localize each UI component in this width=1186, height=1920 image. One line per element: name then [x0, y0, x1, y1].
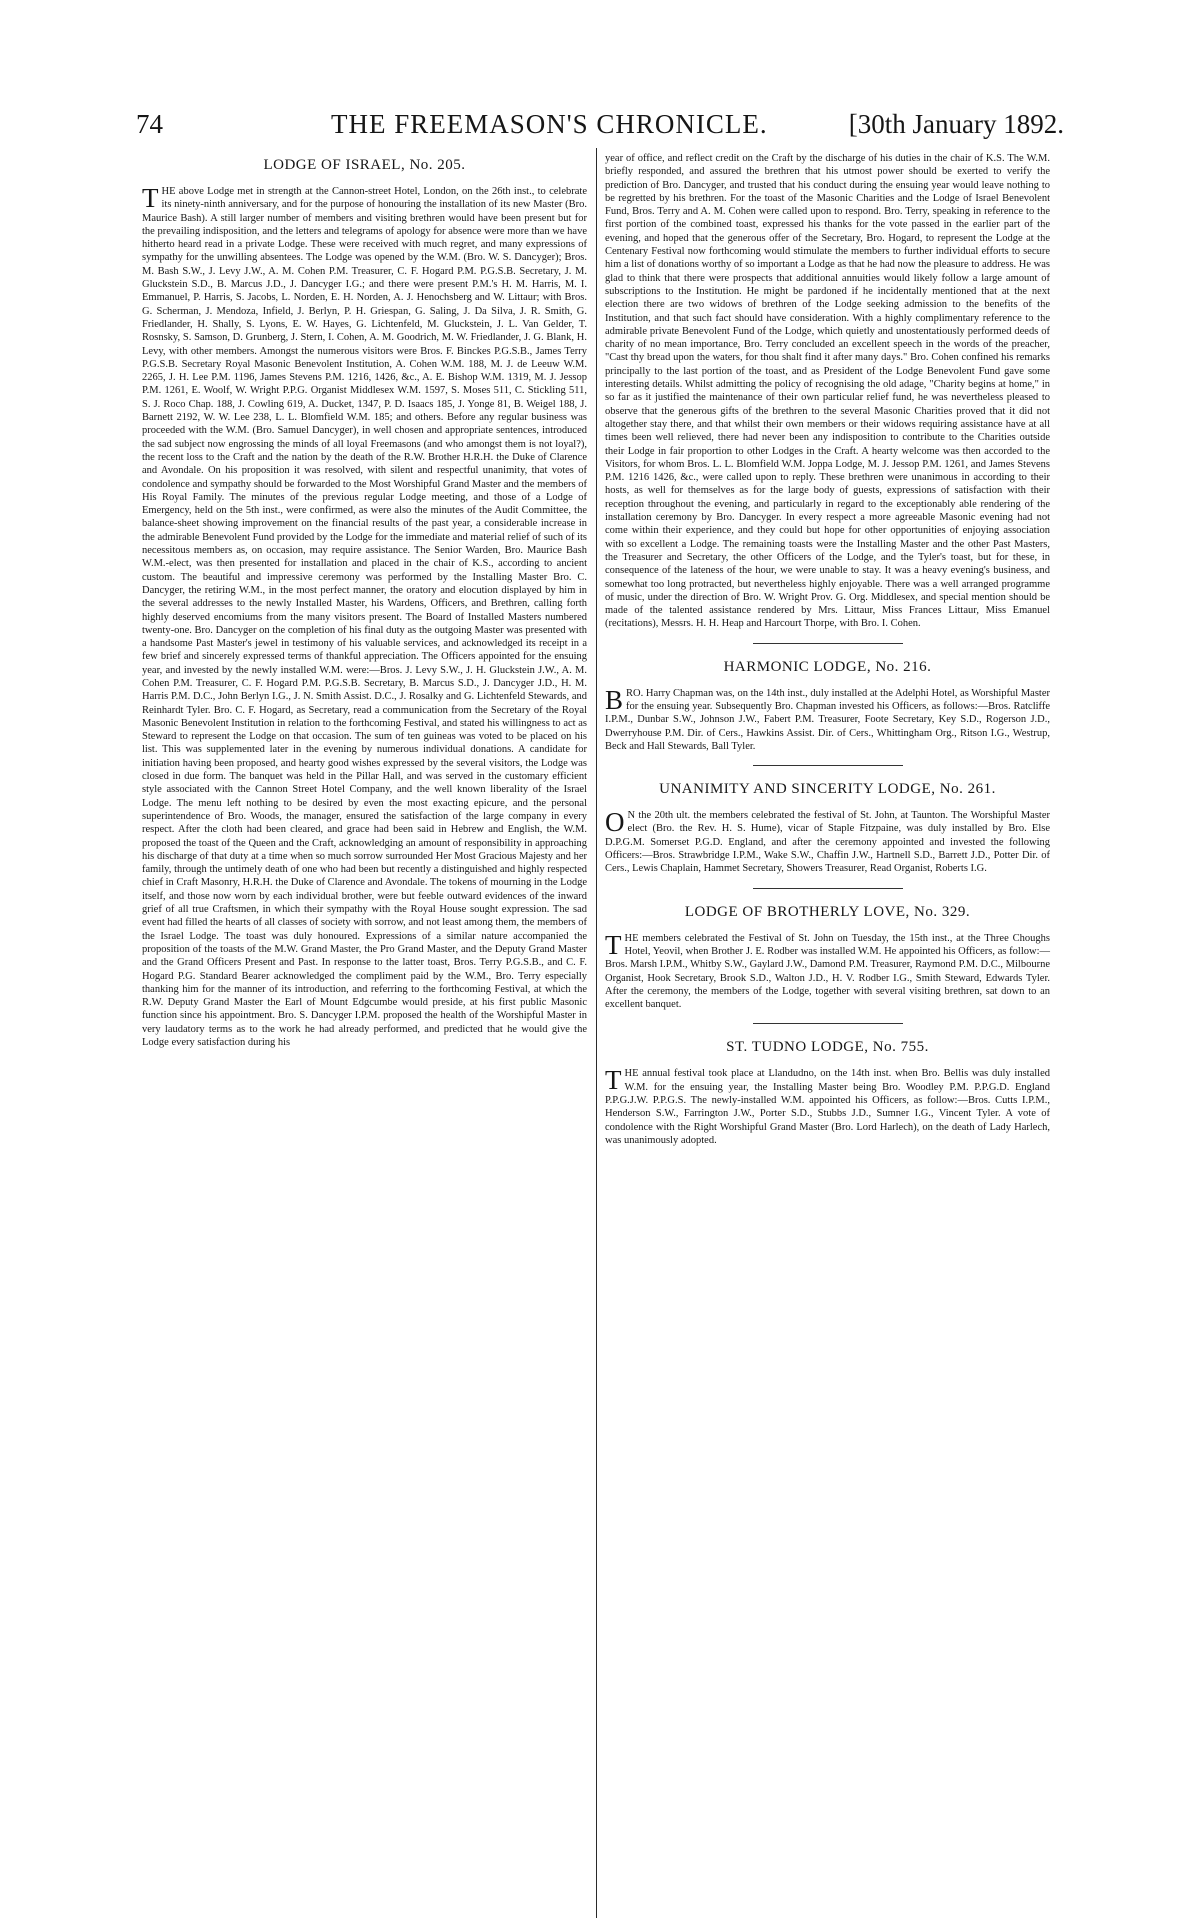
article-st-tudno-lodge [605, 1038, 1050, 1147]
article-body [605, 684, 1050, 753]
right-column [605, 152, 1050, 1147]
article-lodge-of-brotherly-love [605, 903, 1050, 1012]
article-text: RO. Harry Chapman was, on the 14th inst., duly installed at the Adelphi Hotel, as Worshipful Master for the ensuing year. Subsequently Bro. Chapman invested his Officers, as follows:—Bros. Ratcliffe I.P.M., Dunbar S.W., Johnson J.W., Fabert P.M. Treasurer, Foote Secretary, Key S.D., Rogerson J.D., Dwerryhouse P.M. Dir. of Cers., Hawkins Assist. Dir. of Cers., Whittingham Org., Ritson I.G., Westrup, Beck and Hall Stewards, Ball Tyler. [605, 687, 1050, 752]
article-text: HE annual festival took place at Llandudno, on the 14th inst. when Bro. Bellis was duly installed W.M. for the ensuing year, the Installing Master being Bro. Woodley P.M. P.P.G.D. England P.P.G.J.W. P.P.G.S. The newly-installed W.M. appointed his Officers, as follow:—Bros. Cutts I.P.M., Henderson S.W., Farrington J.W., Porter S.D., Stubbs J.D., Sumner I.G., Vincent Tyler. A vote of condolence with the Right Worshipful Grand Master (Bro. Lord Harlech), on the death of Lady Harlech, was unanimously adopted. [605, 1068, 1050, 1146]
article-harmonic-lodge [605, 658, 1050, 753]
article-text: HE members celebrated the Festival of St. John on Tuesday, the 15th inst., at the Three Choughs Hotel, Yeovil, when Brother J. E. Rodber was installed W.M. He appointed his Officers, as follow:—Bros. Marsh I.P.M., Whitby S.W., Gaylard J.W., Damond P.M. Treasurer, Raymond P.M. D.C., Milbourne Organist, Hook Secretary, Brook S.D., Walton J.D., H. V. Rodber I.G., Smith Steward, Edwards Tyler. After the ceremony, the members of the Lodge, together with several visiting brethren, sat down to an excellent banquet. [605, 932, 1050, 1011]
section-separator [753, 888, 903, 889]
article-text: N the 20th ult. the members celebrated the festival of St. John, at Taunton. The Worshipful Master elect (Bro. the Rev. H. S. Hume), vicar of Staple Fitzpaine, was duly installed by Bro. Else D.P.G.M. Somerset P.G.D. England, and after the ceremony appointed and invested the following Officers:—Bros. Strawbridge I.P.M., Wake S.W., Chaffin J.W., Hartnell S.D., Barrett J.D., Potter Dir. of Cers., Lewis Chaplain, Hammet Secretary, Showers Treasurer, Read Organist, Roberts I.G. [605, 810, 1050, 875]
drop-cap: O [605, 807, 625, 838]
article-title: HARMONIC LODGE, No. 216. [723, 658, 932, 675]
drop-cap: T [605, 929, 622, 960]
article-title: ST. TUDNO LODGE, No. 755. [726, 1039, 929, 1056]
article-body [142, 185, 587, 1049]
article-text: year of office, and reflect credit on the Craft by the discharge of his duties in the chair of K.S. The W.M. briefly responded, and assured the brethren that his utmost power should be exerted to verify the prediction of Bro. Dancyger, and trusted that his conduct during the ensuing year would leave nothing to be regretted by his brethren. For the toast of the Masonic Charities and the Lodge of Israel Benevolent Fund, Bros. Terry and A. M. Cohen were called upon to respond. Bro. Terry, speaking in reference to the first portion of the combined toast, expressed his thanks for the vote passed in the earlier part of the evening, and hoped that the generous offer of the Secretary, Bro. Hogard, to represent the Lodge at the Centenary Festival now forthcoming would stimulate the members to further individual efforts to secure him a list of donations worthy of so important a Lodge as that he had now the pleasure to address. He was glad to think that there were prospects that additional annuities would likely follow a large amount of subscriptions to the Institution. He might be pardoned if he incidentally mentioned that at the next election there are two widows of brethren of the Lodge seeking admission to the benefits of the Institution, and that such fact should have consideration. With a highly complimentary reference to the admirable private Benevolent Fund of the Lodge, which quietly and unostentatiously performed deeds of charity of no mean importance, Bro. Terry concluded an excellent speech in the words of the preacher, "Cast thy bread upon the waters, for thou shalt find it after many days." Bro. Cohen confined his remarks principally to the last portion of the toast, and as President of the Lodge Benevolent Fund gave some interesting details. Whilst admitting the policy of recognising the old adage, "Charity begins at home," in so far as it justified the maintenance of their own particular relief fund, he was nevertheless pleased to observe that the generous gifts of the brethren to the several Masonic Charities proved that it did not altogether stay there, and that whilst their own members or their widows requiring assistance have at all times been well relieved, there had never been any indisposition to contribute to the Charities outside their Lodge in fair proportion to other Lodges in the Craft. A hearty welcome was then accorded to the Visitors, for whom Bros. L. L. Blomfield W.M. Joppa Lodge, M. J. Jessop P.M. 1261, and James Stevens P.M. 1216 1426, &c., were called upon to reply. These brethren were unanimous in according to their hosts, as well for themselves as for the large body of guests, expressions of satisfaction with their reception throughout the evening, and particularly in regard to the exceptionably able rendering of the installation ceremony by Bro. Dancyger. In every respect a more agreeable Masonic evening had not come within their experience, and they could but hope for other opportunities of enjoying association with so excellent a Lodge. The remaining toasts were the Installing Master and the other Past Masters, the Treasurer and Secretary, the other Officers of the Lodge, and the Tyler's toast, but for these, in consequence of the lateness of the hour, we were unable to stay. It was a heavy evening's business, and somewhat too long protracted, but nevertheless highly enjoyable. There was a well arranged programme of music, under the direction of Bro. W. Wright Prov. G. Org. Middlesex, and special mention should be made of the talented assistance rendered by Mrs. Littaur, Miss Frances Littaur, Miss Emanuel (recitations), Messrs. H. H. Heap and Harcourt Thorpe, with Bro. I. Cohen. [605, 153, 1050, 630]
article-lodge-of-israel [142, 156, 587, 1049]
drop-cap: B [605, 684, 624, 715]
drop-cap: T [605, 1065, 622, 1096]
article-body [605, 929, 1050, 1012]
page-header [136, 108, 1064, 148]
article-body [605, 809, 1050, 875]
article-body [605, 1067, 1050, 1147]
drop-cap: T [142, 183, 159, 213]
section-separator [753, 1023, 903, 1024]
article-title: UNANIMITY AND SINCERITY LODGE, No. 261. [659, 781, 996, 798]
article-lodge-of-israel-continued [605, 152, 1050, 631]
issue-date: [30th January 1892. [848, 109, 1064, 139]
publication-title: THE FREEMASON'S CHRONICLE. [331, 109, 768, 139]
article-title: LODGE OF ISRAEL, No. 205. [263, 157, 466, 173]
section-separator [753, 765, 903, 766]
article-unanimity-and-sincerity-lodge [605, 780, 1050, 875]
page-number: 74 [136, 109, 163, 139]
left-column [142, 152, 587, 1049]
article-title: LODGE OF BROTHERLY LOVE, No. 329. [684, 903, 971, 920]
column-divider [596, 148, 597, 1918]
section-separator [753, 643, 903, 644]
article-text: HE above Lodge met in strength at the Cannon-street Hotel, London, on the 26th inst., to celebrate its ninety-ninth anniversary, and for the purpose of honouring the installation of its new Master (Bro. Maurice Bash). A still larger number of members and visiting brethren would have been present but for the prevailing indisposition, and the letters and telegrams of apology for absence were more than we have hitherto heard read in a private Lodge. These were received with much regret, and many expressions of sympathy for the unwilling absentees. The Lodge was opened by the W.M. (Bro. W. S. Dancyger); Bros. M. Bash S.W., J. Levy J.W., A. M. Cohen P.M. Treasurer, C. F. Hogard P.M. P.G.S.B. Secretary, J. M. Gluckstein S.D., B. Marcus J.D., J. Dancyger I.G.; and there were present P.M.'s H. M. Harris, M. I. Emmanuel, P. Harris, S. Jacobs, L. Norden, E. H. Norden, A. J. Henochsberg and W. Littaur; with Bros. G. Scherman, J. Mendoza, Infield, J. Berlyn, P. H. Griespan, G. Saling, J. Da Silva, J. R. Smith, G. Friedlander, H. Shally, S. Lyons, E. W. Hayes, G. Lichtenfeld, M. Gluckstein, J. L. Van Gelder, T. Rosnsky, S. Samson, D. Grunberg, J. Stern, I. Cohen, A. M. Goodrich, M. W. Friedlander, J. G. Blank, H. Levy, with other members. Amongst the numerous visitors were Bros. F. Binckes P.G.S.B., James Terry P.G.S.B. Secretary Royal Masonic Benevolent Institution, A. Cohen W.M. 188, M. J. de Leeuw W.M. 2265, J. H. Lee P.M. 1196, James Stevens P.M. 1216, 1426, &c., A. E. Bishop W.M. 1319, M. J. Jessop P.M. 1261, E. Woolf, W. Wright P.P.G. Organist Middlesex W.M. 1597, S. Moses 511, C. Stickling 511, S. J. Roco Chap. 188, J. Cowling 619, A. Ducket, 1347, P. D. Isaacs 185, J. Yonge 81, B. Weigel 188, J. Barnett 2192, W. W. Lee 238, L. L. Blomfield W.M. 185; and others. Before any regular business was proceeded with the W.M. (Bro. Samuel Dancyger), in well chosen and appropriate sentences, introduced the sad subject now engrossing the minds of all loyal Freemasons (and who amongst them is not loyal?), the recent loss to the Craft and the nation by the death of the R.W. Brother H.R.H. the Duke of Clarence and Avondale. On his proposition it was resolved, with silent and respectful unanimity, that votes of condolence and sympathy should be forwarded to the Most Worshipful Grand Master and the members of His Royal Family. The minutes of the previous regular Lodge meeting, and those of a Lodge of Emergency, held on the 5th inst., were confirmed, as were also the minutes of the Audit Committee, the balance-sheet showing improvement on the financial results of the past year, a considerable increase in the admirable Benevolent Fund provided by the Lodge for the immediate and material relief of such of its necessitous members as, on occasion, may require assistance. The Senior Warden, Bro. Maurice Bash W.M.-elect, was then presented for installation and placed in the chair of K.S., according to ancient custom. The beautiful and impressive ceremony was performed by the Installing Master Bro. C. Dancyger, the retiring W.M., in the most perfect manner, the oratory and elocution displayed by him in the several addresses to the newly Installed Master, his Wardens, Officers, and Brethren, calling forth highly deserved encomiums from the many visitors present. The Board of Installed Masters numbered twenty-one. Bro. Dancyger on the completion of his final duty as the outgoing Master was presented with a handsome Past Master's jewel in testimony of his valuable services, and acknowledged its receipt in a few brief and sincerely expressed terms of thankful appreciation. The Officers appointed for the ensuing year, and invested by the newly installed W.M. were:—Bros. J. Levy S.W., J. H. Gluckstein J.W., A. M. Cohen P.M. Treasurer, C. F. Hogard P.M. P.G.S.B. Secretary, B. Marcus S.D., J. Dancyger J.D., H. M. Harris P.M. D.C., John Berlyn I.G., J. N. Smith Assist. D.C., J. Rosalky and G. Lichtenfeld Stewards, and Reinhardt Tyler. Bro. C. F. Hogard, as Secretary, read a communication from the Secretary of the Royal Masonic Benevolent Institution in relation to the forthcoming Festival, and stated his willingness to act as Steward to represent the Lodge on that occasion. The sum of ten guineas was voted to be placed on his list. This was supplemented later in the evening by numerous individual donations. A candidate for initiation having been proposed, and hearty good wishes expressed by the several visitors, the Lodge was closed in due form. The banquet was held in the Pillar Hall, and was served in the customary efficient style associated with the Cannon Street Hotel Company, and the well known liberality of the Israel Lodge. The menu left nothing to be desired by even the most exacting epicure, and the personal superintendence of Bro. Woods, the manager, ensured the satisfaction of the large company in every respect. After the cloth had been cleared, and grace had been said in Hebrew and English, the W.M. proposed the toast of the Queen and the Craft, acknowledging an amount of responsibility in approaching his discharge of that duty at a time when so much sorrow surrounded Her Most Gracious Majesty and her family, through the untimely death of one who had been but recently a distinguished and highly respected chief in Craft Masonry, H.R.H. the Duke of Clarence and Avondale. The tokens of mourning in the Lodge itself, and those now worn by each individual brother, were but feeble outward evidences of the inward grief of all true Craftsmen, in which their sympathy with the Royal House sought expression. The sad event had filled the hearts of all classes of society with sorrow, and not least among them, the members of the Israel Lodge. The toast was duly honoured. Expressions of a similar nature accompanied the proposition of the toasts of the M.W. Grand Master, the Pro Grand Master, and the Deputy Grand Master and the Grand Officers Present and Past. In response to the latter toast, Bros. Terry P.G.S.B., and C. F. Hogard P.G. Standard Bearer acknowledged the compliment paid by the W.M., Bro. Terry especially thanking him for the manner of its introduction, and referring to the forthcoming Festival, at which the R.W. Deputy Grand Master the Earl of Mount Edgcumbe would preside, at his first public Masonic function since his appointment. Bro. S. Dancyger I.P.M. proposed the health of the Worshipful Master in very laudatory terms as to the work he had already performed, and predicted that he would give the Lodge every satisfaction during his [142, 186, 587, 1048]
